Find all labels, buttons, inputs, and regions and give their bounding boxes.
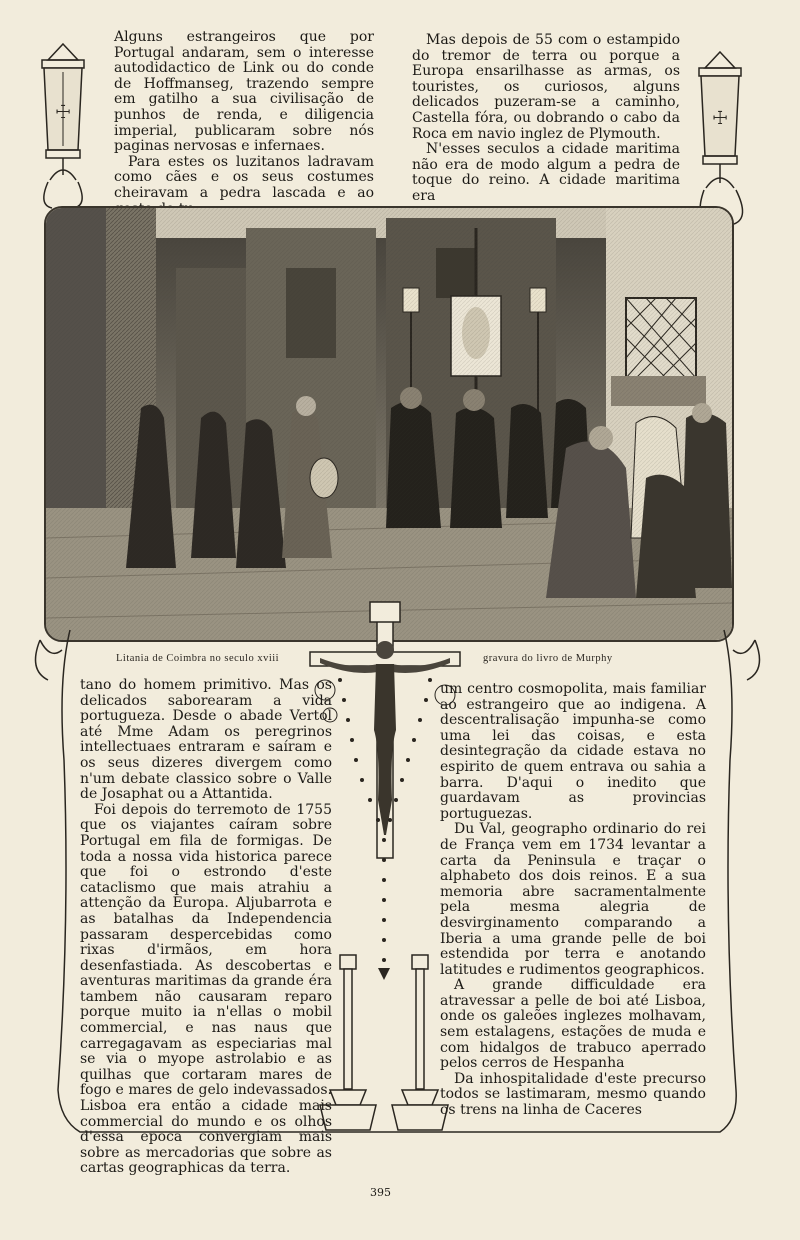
svg-text:☩: ☩ bbox=[55, 102, 72, 123]
lantern-right-ornament bbox=[690, 48, 760, 228]
paragraph: tano do homem primitivo. Mas os delicados saborearam a vida portugueza. Desde o abade Vertol até Mme Adam os peregrinos intellectuaes entraram e saíram e os seus dizeres divergem como n'um debate classico sobre o Valle de Josaphat ou a Attantida. bbox=[80, 677, 332, 803]
page-number: 395 bbox=[370, 1186, 391, 1199]
paragraph: N'esses seculos a cidade maritima não era de modo algum a pedra de toque do reino. A cidade maritima era bbox=[412, 141, 680, 204]
paragraph: Da inhospitalidade d'este precurso todos se lastimaram, mesmo quando os trens na linha de Caceres bbox=[440, 1070, 706, 1119]
paragraph: um centro cosmopolita, mais familiar ao estrangeiro que ao indigena. A descentralisação impunha-se como uma lei das coisas, e esta desintegração da cidade estava no espirito de quem entrava ou sahia a barra. D'aqui o inedito que guardavam as provincias portuguezas. bbox=[440, 681, 706, 822]
caption-right: gravura do livro de Murphy bbox=[483, 653, 613, 664]
paragraph: Foi depois do terremoto de 1755 que os viajantes caíram sobre Portugal em fila de formigas. De toda a nossa vida historica parece que foi o estrondo d'este cataclismo que mais atrahiu a attenção da Europa. Aljubarrota e as batalhas da Independencia passaram despercebidas como rixas d'irmãos, em hora desenfastiada. As descobertas e aventuras maritimas da grande éra tambem não causaram reparo porque muito ia n'ellas o mobil commercial, e nas naus que carregagavam as especiarias mal se via o myope astrolabio e as quilhas que cortaram mares de fogo e mares de gelo indevassados. Lisboa era então a cidade mais commercial do mundo e os olhos d'essa epoca convergiam mais sobre as mercadorias que sobre as cartas geographicas da terra. bbox=[80, 801, 332, 1177]
paragraph: A grande difficuldade era atravessar a pelle de boi até Lisboa, onde os galeões inglezes molhavam, sem estalagens, estações de muda e com hidalgos de trabuco aperrado pelos cerros de Hespanha bbox=[440, 977, 706, 1072]
lantern-left-ornament bbox=[28, 40, 98, 210]
paragraph: Du Val, geographo ordinario do rei de França vem em 1734 levantar a carta da Peninsula e traçar o alphabeto dos dois reinos. E a sua memoria abre sacramentalmente pela mesma alegria de desvirginamento comparando a Iberia a uma grande pelle de boi estendida por terra e anotando latitudes e rudimentos geographicos. bbox=[440, 821, 706, 978]
svg-text:☩: ☩ bbox=[712, 108, 729, 129]
ribbon-border-ornament bbox=[0, 620, 800, 1150]
engraving-illustration bbox=[44, 206, 734, 642]
paragraph: Mas depois de 55 com o estampido do tremor de terra ou porque a Europa ensarilhasse as armas, os touristes, os curiosos, alguns delicados puzeram-se a caminho, Castella fóra, ou dobrando o cabo da Roca em navio inglez de Plymouth. bbox=[412, 32, 680, 142]
paragraph: Para estes os luzitanos ladravam como cães e os seus costumes cheiravam a pedra lascada e ao bbox=[114, 153, 374, 201]
top-right-column bbox=[412, 33, 680, 205]
caption-left: Litania de Coimbra no seculo xviii bbox=[116, 653, 280, 664]
paragraph: Alguns estrangeiros que por Portugal andaram, sem o interesse autodidactico de Link ou do conde de Hoffmanseg, trazendo sempre em gatilho a sua civilisação de punhos de renda, e diligencia imperial, publicaram sobre nós paginas nervosas e infernaes. bbox=[114, 29, 374, 155]
top-left-column bbox=[114, 30, 374, 217]
